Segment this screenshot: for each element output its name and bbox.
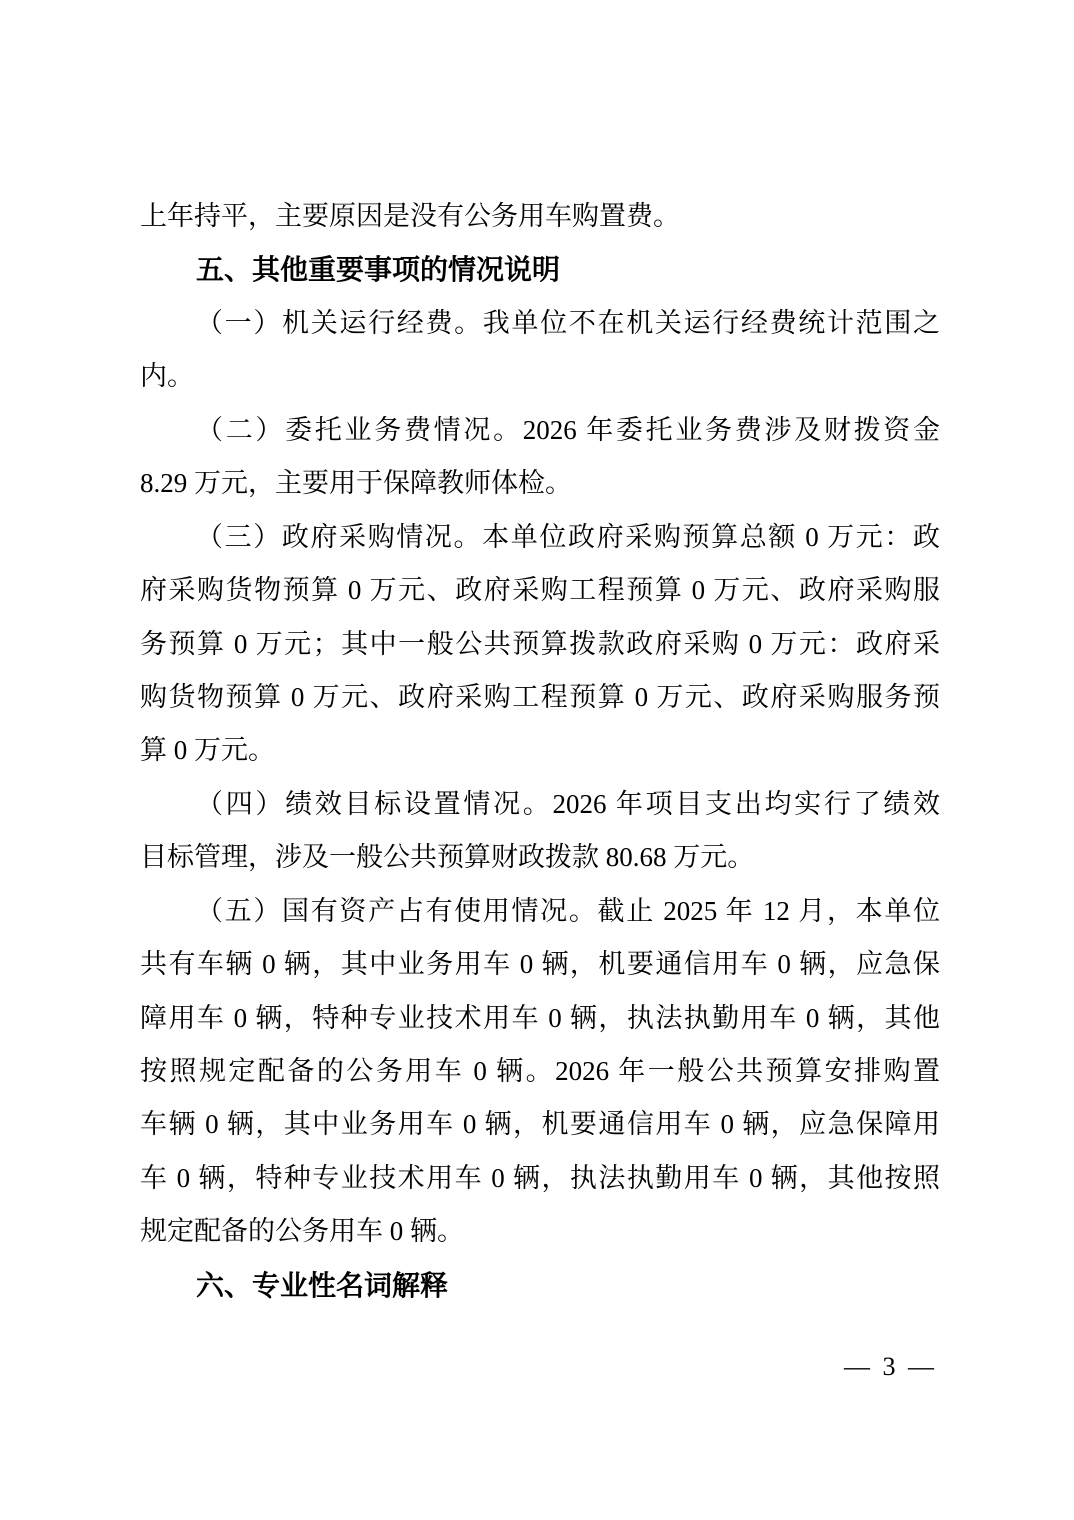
text-line: 务预算 0 万元；其中一般公共预算拨款政府采购 0 万元：政府采 xyxy=(140,628,940,659)
text-line: （五）国有资产占有使用情况。截止 2025 年 12 月，本单位 xyxy=(196,895,940,926)
text-line: （三）政府采购情况。本单位政府采购预算总额 0 万元：政 xyxy=(196,521,940,552)
text-line: 购货物预算 0 万元、政府采购工程预算 0 万元、政府采购服务预 xyxy=(140,681,940,712)
text-body xyxy=(140,190,940,1312)
section-heading-five: 五、其他重要事项的情况说明 xyxy=(196,254,561,286)
text-line: 按照规定配备的公务用车 0 辆。2026 年一般公共预算安排购置 xyxy=(140,1056,940,1086)
text-line: 车辆 0 辆，其中业务用车 0 辆，机要通信用车 0 辆，应急保障用 xyxy=(140,1109,940,1140)
text-line: 车 0 辆，特种专业技术用车 0 辆，执法执勤用车 0 辆，其他按照 xyxy=(140,1162,940,1193)
text-line: 内。 xyxy=(140,361,194,392)
text-line: （四）绩效目标设置情况。2026 年项目支出均实行了绩效 xyxy=(196,788,940,819)
text-line: 目标管理，涉及一般公共预算财政拨款 80.68 万元。 xyxy=(140,842,755,873)
text-line: （一）机关运行经费。我单位不在机关运行经费统计范围之 xyxy=(196,307,940,338)
text-line: 障用车 0 辆，特种专业技术用车 0 辆，执法执勤用车 0 辆，其他 xyxy=(140,1002,940,1033)
text-line: （二）委托业务费情况。2026 年委托业务费涉及财拨资金 xyxy=(196,414,940,445)
section-heading-six: 六、专业性名词解释 xyxy=(196,1269,449,1301)
text-line: 8.29 万元，主要用于保障教师体检。 xyxy=(140,468,572,499)
page-number: — 3 — xyxy=(844,1352,937,1381)
text-line: 上年持平，主要原因是没有公务用车购置费。 xyxy=(140,201,680,231)
text-line: 规定配备的公务用车 0 辆。 xyxy=(140,1216,464,1247)
text-line: 府采购货物预算 0 万元、政府采购工程预算 0 万元、政府采购服 xyxy=(140,575,940,606)
text-line: 共有车辆 0 辆，其中业务用车 0 辆，机要通信用车 0 辆，应急保 xyxy=(140,949,940,980)
text-line: 算 0 万元。 xyxy=(140,735,275,766)
